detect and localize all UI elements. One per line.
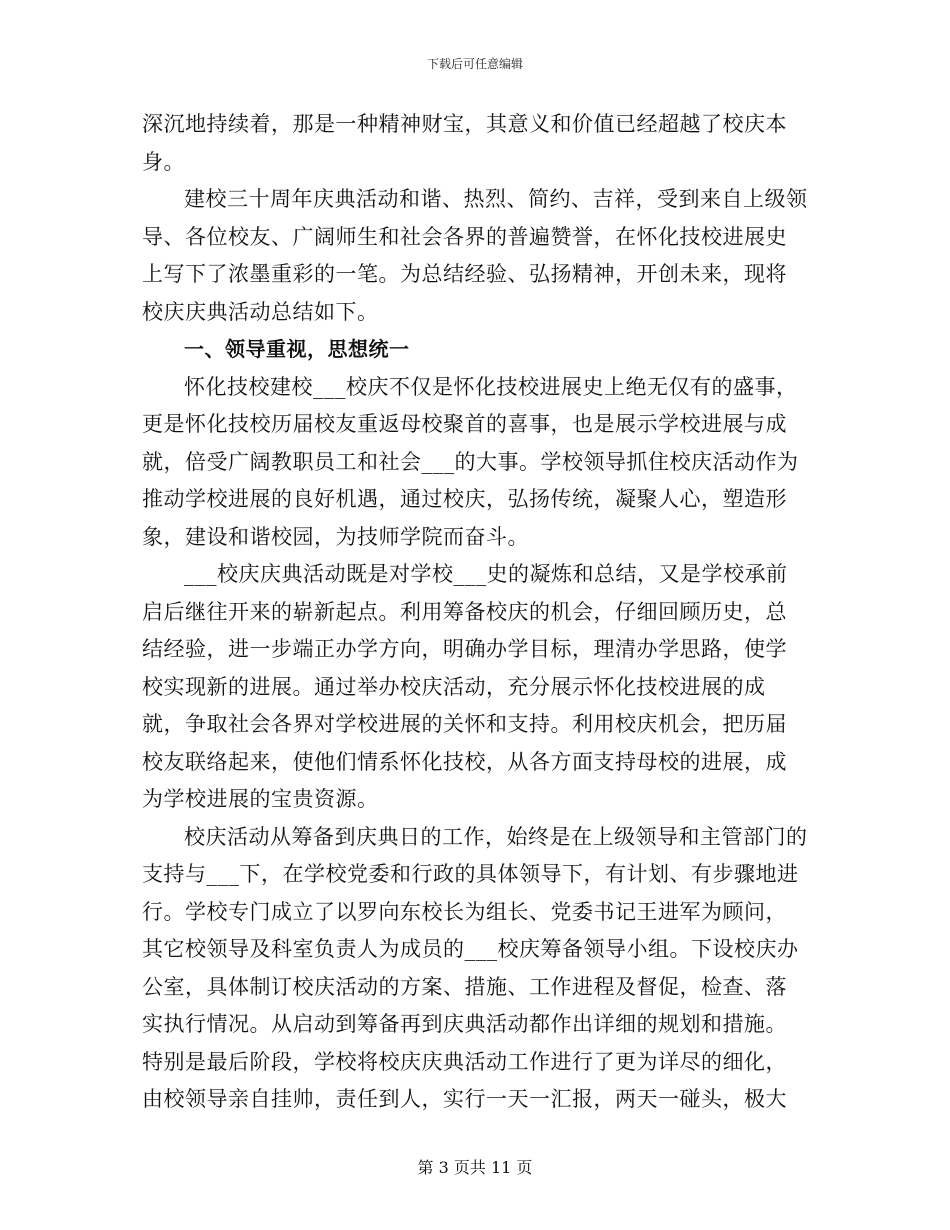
paragraph-2: ___校庆庆典活动既是对学校___史的凝炼和总结，又是学校承前启后继往开来的崭新起点。利用筹备校庆的机会，仔细回顾历史，总结经验，进一步端正办学方向，明确办学目标，理清办学思路，使学校实现新的进展。通过举办校庆活动，充分展示怀化技校进展的成就，争取社会各界对学校进展的关怀和支持。利用校庆机会，把历届校友联络起来，使他们情系怀化技校，从各方面支持母校的进展，成为学校进展的宝贵资源。 [142, 562, 788, 811]
paragraph-1: 怀化技校建校___校庆不仅是怀化技校进展史上绝无仅有的盛事，更是怀化技校历届校友重返母校聚首的喜事，也是展示学校进展与成就，倍受广阔教职员工和社会___的大事。学校领导抓住校庆活动作为推动学校进展的良好机遇，通过校庆，弘扬传统，凝聚人心，塑造形象，建设和谐校园，为技师学院而奋斗。 [142, 374, 799, 549]
document-body [142, 106, 808, 1119]
section-heading-1: 一、领导重视，思想统一 [184, 337, 410, 361]
paragraph-intro: 建校三十周年庆典活动和谐、热烈、简约、吉祥，受到来自上级领导、各位校友、广阔师生和社会各界的普遍赞誉，在怀化技校进展史上写下了浓墨重彩的一笔。为总结经验、弘扬精神，开创未来，现将校庆庆典活动总结如下。 [142, 187, 808, 324]
page-number: 第 3 页共 11 页 [417, 1158, 533, 1177]
paragraph-continuation: 深沉地持续着，那是一种精神财宝，其意义和价值已经超越了校庆本身。 [142, 112, 787, 174]
page-header: 下载后可任意编辑 [426, 57, 523, 71]
paragraph-3: 校庆活动从筹备到庆典日的工作，始终是在上级领导和主管部门的支持与___下，在学校党委和行政的具体领导下，有计划、有步骤地进行。学校专门成立了以罗向东校长为组长、党委书记王进军为顾问，其它校领导及科室负责人为成员的___校庆筹备领导小组。下设校庆办公室，具体制订校庆活动的方案、措施、工作进程及督促，检查、落实执行情况。从启动到筹备再到庆典活动都作出详细的规划和措施。特别是最后阶段，学校将校庆庆典活动工作进行了更为详尽的细化，由校领导亲自挂帅，责任到人，实行一天一汇报，两天一碰头，极大 [142, 824, 808, 1111]
